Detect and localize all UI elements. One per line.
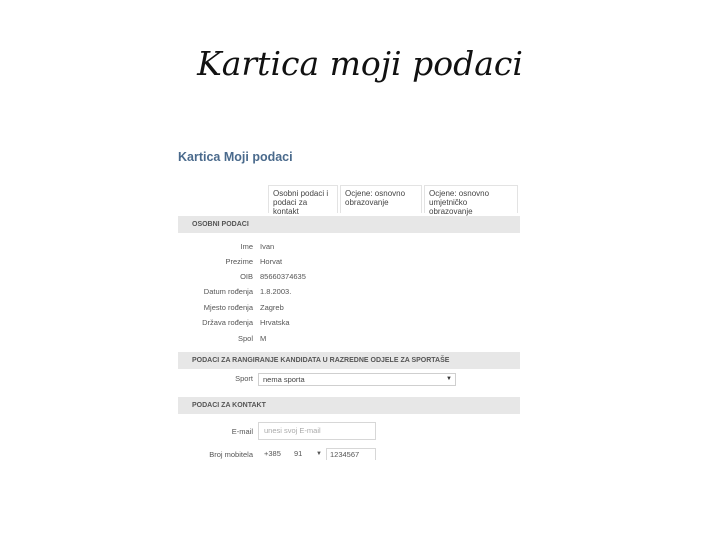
- section-contact-header: PODACI ZA KONTAKT: [178, 397, 520, 414]
- tab-grades-art[interactable]: Ocjene: osnovno umjetničko obrazovanje: [424, 185, 518, 213]
- label-oib: OIB: [240, 272, 253, 281]
- label-prezime: Prezime: [225, 257, 253, 266]
- label-email: E-mail: [231, 427, 253, 436]
- value-datum-rodenja: 1.8.2003.: [260, 287, 292, 296]
- phone-prefix: +385: [264, 449, 281, 458]
- phone-code-chevron-icon[interactable]: ▼: [316, 451, 322, 457]
- label-ime: Ime: [240, 242, 253, 251]
- label-drzava-rodenja: Država rođenja: [202, 318, 253, 327]
- chevron-down-icon: ▼: [446, 376, 452, 382]
- sport-select-value: nema sporta: [263, 375, 305, 384]
- section-sport-header: PODACI ZA RANGIRANJE KANDIDATA U RAZREDNE ODJELE ZA SPORTAŠE: [178, 352, 520, 369]
- tab-personal-contact[interactable]: Osobni podaci i podaci za kontakt: [268, 185, 338, 213]
- screenshot-panel: [170, 140, 530, 460]
- value-ime: Ivan: [260, 242, 275, 251]
- label-spol: Spol: [237, 334, 253, 343]
- label-datum-rodenja: Datum rođenja: [203, 287, 253, 296]
- value-drzava-rodenja: Hrvatska: [260, 318, 290, 327]
- value-spol: M: [260, 334, 267, 343]
- phone-number-input[interactable]: 1234567: [326, 448, 376, 460]
- page-title: Kartica Moji podaci: [178, 150, 293, 164]
- value-mjesto-rodenja: Zagreb: [260, 303, 284, 312]
- sport-select[interactable]: [258, 373, 456, 386]
- value-prezime: Horvat: [260, 257, 283, 266]
- section-personal-header: OSOBNI PODACI: [178, 216, 520, 233]
- label-phone: Broj mobitela: [209, 450, 253, 459]
- phone-code-select[interactable]: 91: [294, 449, 303, 458]
- label-mjesto-rodenja: Mjesto rođenja: [203, 303, 253, 312]
- value-oib: 85660374635: [260, 272, 306, 281]
- label-sport: Sport: [235, 374, 253, 383]
- slide-title: Kartica moji podaci: [197, 44, 523, 83]
- email-input[interactable]: unesi svoj E-mail: [258, 422, 376, 440]
- tab-grades-basic[interactable]: Ocjene: osnovno obrazovanje: [340, 185, 422, 213]
